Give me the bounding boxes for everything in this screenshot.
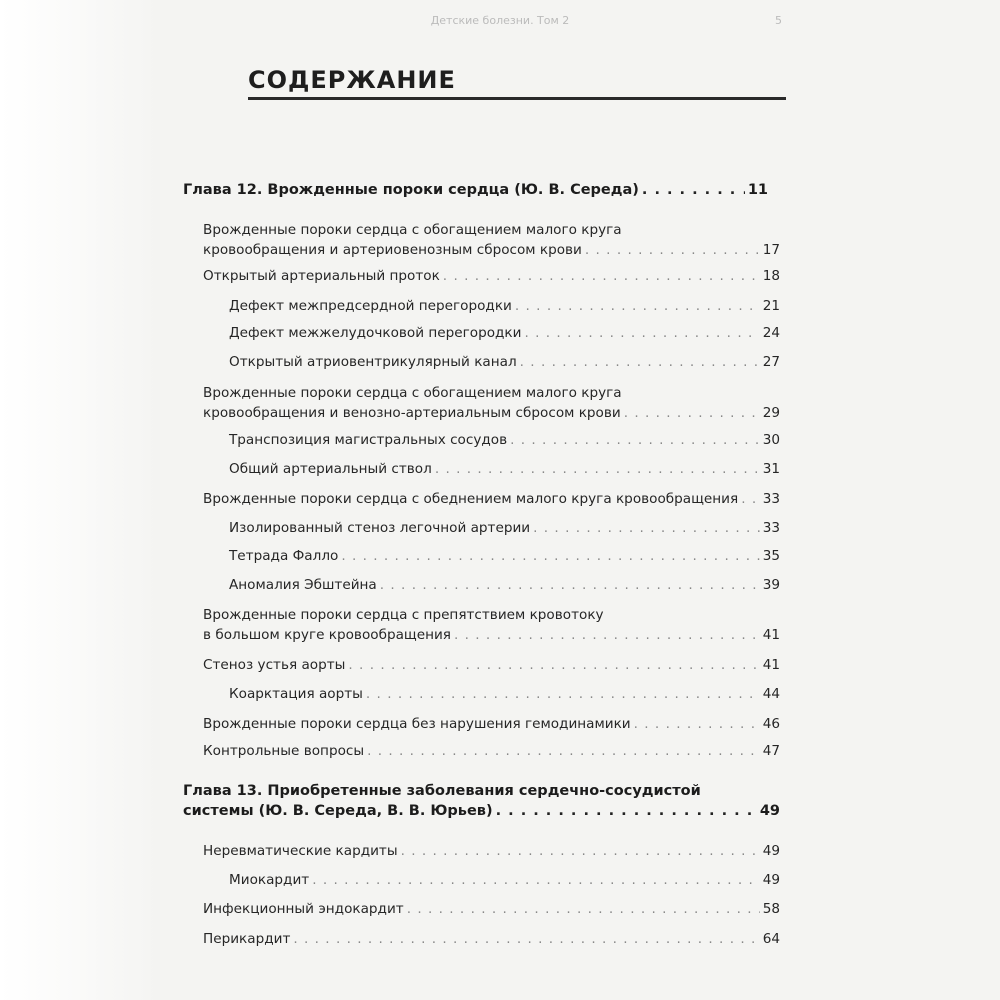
toc-leader-dots xyxy=(741,489,760,509)
toc-entry-11[interactable] xyxy=(229,546,780,566)
toc-chapter-12[interactable] xyxy=(183,180,768,200)
toc-entry-text: Контрольные вопросы xyxy=(203,743,365,759)
toc-entry-text: Тетрада Фалло xyxy=(229,548,339,564)
toc-entry-text-line1: Врожденные пороки сердца с препятствием кровотоку xyxy=(203,607,604,623)
toc-entry-page: 49 xyxy=(762,872,780,888)
toc-entry-text: Транспозиция магистральных сосудов xyxy=(229,432,508,448)
toc-entry-8[interactable] xyxy=(229,459,780,479)
toc-entry-page: 46 xyxy=(762,716,780,732)
toc-entry-19[interactable] xyxy=(229,870,780,890)
toc-entry-12[interactable] xyxy=(229,575,780,595)
toc-entry-text: Глава 12. Врожденные пороки сердца (Ю. В. Середа) xyxy=(183,182,639,198)
toc-entry-text: Общий артериальный ствол xyxy=(229,461,432,477)
toc-entry-page: 33 xyxy=(762,520,780,536)
toc-entry-text-line2: системы (Ю. В. Середа, В. В. Юрьев) xyxy=(183,803,493,819)
toc-entry-page: 49 xyxy=(759,803,780,819)
toc-leader-dots xyxy=(585,240,760,260)
toc-entry-page: 21 xyxy=(762,298,780,314)
toc-leader-dots xyxy=(634,714,760,734)
toc-entry-6[interactable] xyxy=(203,383,780,423)
toc-entry-18[interactable] xyxy=(203,841,780,861)
toc-entry-1[interactable] xyxy=(203,220,780,260)
toc-leader-dots xyxy=(401,841,760,861)
toc-leader-dots xyxy=(515,296,760,316)
toc-leader-dots xyxy=(380,575,760,595)
toc-entry-text-line1: Врожденные пороки сердца с обогащением малого круга xyxy=(203,385,622,401)
toc-entry-text: Открытый атриовентрикулярный канал xyxy=(229,354,517,370)
toc-entry-text-line1: Врожденные пороки сердца с обогащением малого круга xyxy=(203,222,622,238)
page-title: СОДЕРЖАНИЕ xyxy=(248,66,456,94)
toc-leader-dots xyxy=(524,323,759,343)
toc-leader-dots xyxy=(496,801,757,821)
toc-entry-text: Врожденные пороки сердца с обеднением малого круга кровообращения xyxy=(203,491,739,507)
toc-leader-dots xyxy=(366,684,760,704)
toc-leader-dots xyxy=(624,403,760,423)
toc-entry-page: 27 xyxy=(762,354,780,370)
toc-entry-text-line2: в большом круге кровообращения xyxy=(203,627,451,643)
toc-leader-dots xyxy=(443,266,760,286)
toc-entry-text: Неревматические кардиты xyxy=(203,843,398,859)
toc-entry-3[interactable] xyxy=(229,296,780,316)
toc-entry-page: 17 xyxy=(762,242,780,258)
toc-leader-dots xyxy=(367,741,760,761)
toc-entry-4[interactable] xyxy=(229,323,780,343)
toc-entry-page: 29 xyxy=(762,405,780,421)
toc-leader-dots xyxy=(510,430,760,450)
toc-entry-text: Изолированный стеноз легочной артерии xyxy=(229,520,531,536)
toc-entry-text: Стеноз устья аорты xyxy=(203,657,346,673)
toc-entry-5[interactable] xyxy=(229,352,780,372)
toc-leader-dots xyxy=(533,518,760,538)
toc-entry-page: 49 xyxy=(762,843,780,859)
toc-entry-page: 41 xyxy=(762,627,780,643)
toc-entry-text: Перикардит xyxy=(203,931,291,947)
toc-leader-dots xyxy=(293,929,759,949)
toc-entry-15[interactable] xyxy=(229,684,780,704)
toc-entry-text-line1: Глава 13. Приобретенные заболевания сердечно-сосудистой xyxy=(183,783,701,799)
toc-entry-16[interactable] xyxy=(203,714,780,734)
toc-entry-9[interactable] xyxy=(203,489,780,509)
toc-entry-page: 64 xyxy=(762,931,780,947)
toc-entry-20[interactable] xyxy=(203,899,780,919)
toc-entry-text: Врожденные пороки сердца без нарушения гемодинамики xyxy=(203,716,631,732)
toc-leader-dots xyxy=(348,655,759,675)
toc-leader-dots xyxy=(312,870,759,890)
toc-entry-13[interactable] xyxy=(203,605,780,645)
toc-entry-text: Инфекционный эндокардит xyxy=(203,901,404,917)
toc-leader-dots xyxy=(435,459,760,479)
toc-leader-dots xyxy=(520,352,760,372)
toc-entry-page: 30 xyxy=(762,432,780,448)
toc-entry-text-line2: кровообращения и артериовенозным сбросом крови xyxy=(203,242,582,258)
title-rule xyxy=(248,97,786,100)
toc-entry-page: 35 xyxy=(762,548,780,564)
page-number: 5 xyxy=(775,14,782,27)
toc-entry-page: 47 xyxy=(762,743,780,759)
toc-entry-7[interactable] xyxy=(229,430,780,450)
toc-entry-text: Дефект межжелудочковой перегородки xyxy=(229,325,522,341)
toc-entry-page: 58 xyxy=(762,901,780,917)
toc-entry-page: 41 xyxy=(762,657,780,673)
toc-entry-text-line2: кровообращения и венозно-артериальным сбросом крови xyxy=(203,405,621,421)
toc-entry-page: 39 xyxy=(762,577,780,593)
toc-entry-page: 31 xyxy=(762,461,780,477)
toc-entry-17[interactable] xyxy=(203,741,780,761)
toc-entry-10[interactable] xyxy=(229,518,780,538)
toc-entry-2[interactable] xyxy=(203,266,780,286)
toc-entry-text: Дефект межпредсердной перегородки xyxy=(229,298,512,314)
toc-chapter-13[interactable] xyxy=(183,781,780,821)
running-head: Детские болезни. Том 2 xyxy=(430,14,570,27)
toc-entry-page: 11 xyxy=(747,182,768,198)
toc-entry-page: 18 xyxy=(762,268,780,284)
toc-entry-page: 44 xyxy=(762,686,780,702)
toc-leader-dots xyxy=(341,546,759,566)
toc-entry-text: Аномалия Эбштейна xyxy=(229,577,377,593)
toc-leader-dots xyxy=(407,899,760,919)
toc-entry-text: Открытый артериальный проток xyxy=(203,268,440,284)
toc-leader-dots xyxy=(642,180,745,200)
toc-entry-page: 33 xyxy=(762,491,780,507)
toc-entry-21[interactable] xyxy=(203,929,780,949)
toc-entry-text: Коарктация аорты xyxy=(229,686,363,702)
toc-entry-page: 24 xyxy=(762,325,780,341)
toc-leader-dots xyxy=(454,625,760,645)
toc-entry-text: Миокардит xyxy=(229,872,310,888)
toc-entry-14[interactable] xyxy=(203,655,780,675)
